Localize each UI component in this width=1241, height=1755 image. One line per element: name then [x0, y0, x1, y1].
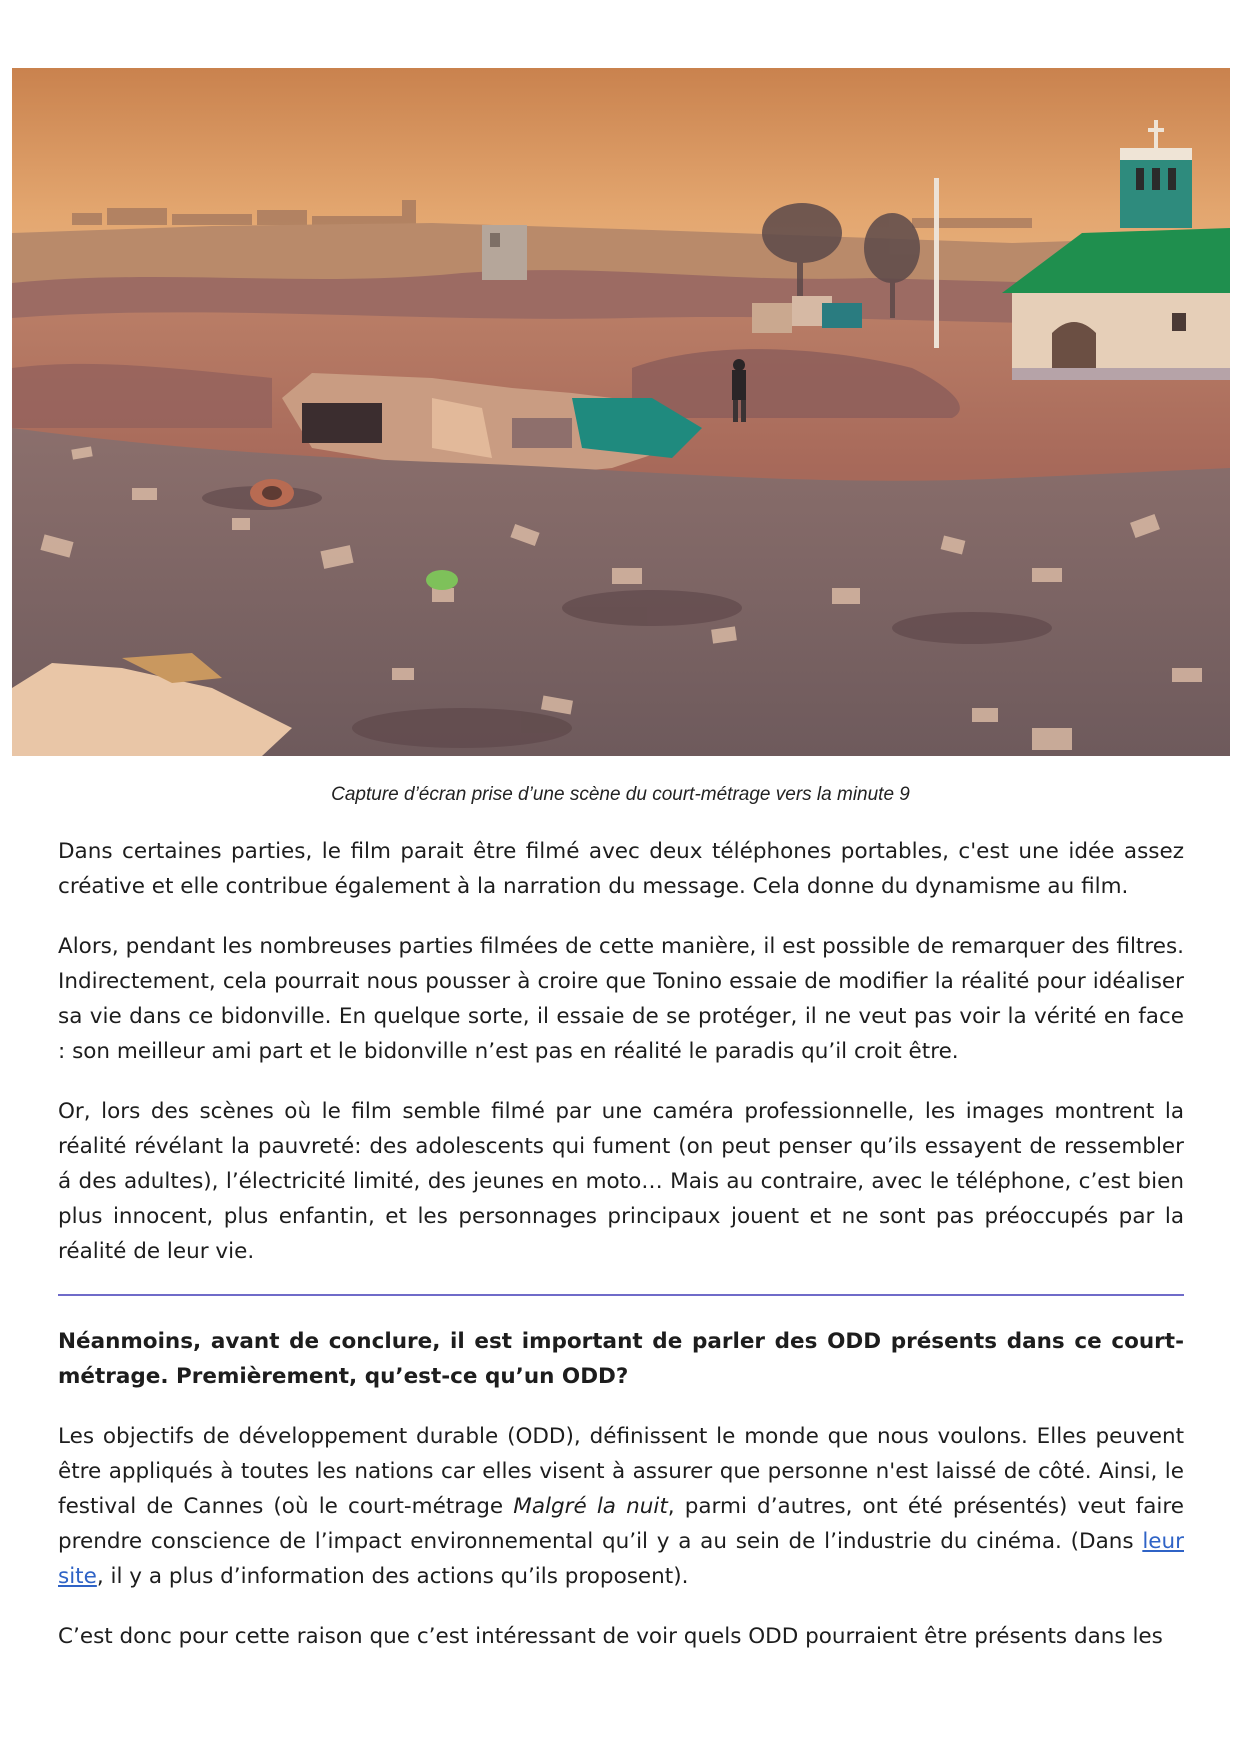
film-still-photo — [12, 68, 1230, 756]
section-divider — [58, 1294, 1184, 1296]
paragraph-phone-filming: Dans certaines parties, le film parait être filmé avec deux téléphones portables, c'est une idée assez créative et elle contribue également à la narration du message. Cela donne du dynamisme au film. — [58, 839, 1184, 899]
paragraph-odd-reason: C’est donc pour cette raison que c’est intéressant de voir quels ODD pourraient être présents dans les — [58, 1624, 1163, 1649]
odd-text-part3: , il y a plus d’information des actions qu’ils proposent). — [96, 1564, 689, 1589]
leur-site-link[interactable]: leur site — [58, 1529, 1184, 1589]
article-body — [58, 834, 1184, 1679]
photo-caption: Capture d’écran prise d’une scène du court-métrage vers la minute 9 — [331, 784, 910, 805]
odd-text-part1: Les objectifs de développement durable (ODD), définissent le monde que nous voulons. Elles peuvent être appliqués à toutes les nations car elles visent à assurer que personne n'est laissé de côté. Ainsi, le festival de Cannes (où le court-métrage — [58, 1424, 1184, 1519]
odd-question-heading: Néanmoins, avant de conclure, il est important de parler des ODD présents dans ce court-métrage. Premièrement, qu’est-ce qu’un ODD? — [58, 1329, 1184, 1389]
film-title: Malgré la nuit — [513, 1494, 668, 1519]
paragraph-filters: Alors, pendant les nombreuses parties filmées de cette manière, il est possible de remarquer des filtres. Indirectement, cela pourrait nous pousser à croire que Tonino essaie de modifier la réalité pour idéaliser sa vie dans ce bidonville. En quelque sorte, il essaie de se protéger, il ne veut pas voir la vérité en face : son meilleur ami part et le bidonville n’est pas en réalité le paradis qu’il croit être. — [58, 934, 1184, 1064]
slum-scene-illustration — [12, 68, 1230, 756]
paragraph-odd-definition — [58, 1419, 1184, 1594]
odd-text-part2: , parmi d’autres, ont été présentés) veut faire prendre conscience de l’impact environnemental qu’il y a au sein de l’industrie du cinéma. (Dans — [58, 1494, 1184, 1554]
paragraph-professional-camera: Or, lors des scènes où le film semble filmé par une caméra professionnelle, les images montrent la réalité révélant la pauvreté: des adolescents qui fument (on peut penser qu’ils essayent de ressembler á des adultes), l’électricité limité, des jeunes en moto… Mais au contraire, avec le téléphone, c’est bien plus innocent, plus enfantin, et les personnages principaux jouent et ne sont pas préoccupés par la réalité de leur vie. — [58, 1099, 1184, 1264]
